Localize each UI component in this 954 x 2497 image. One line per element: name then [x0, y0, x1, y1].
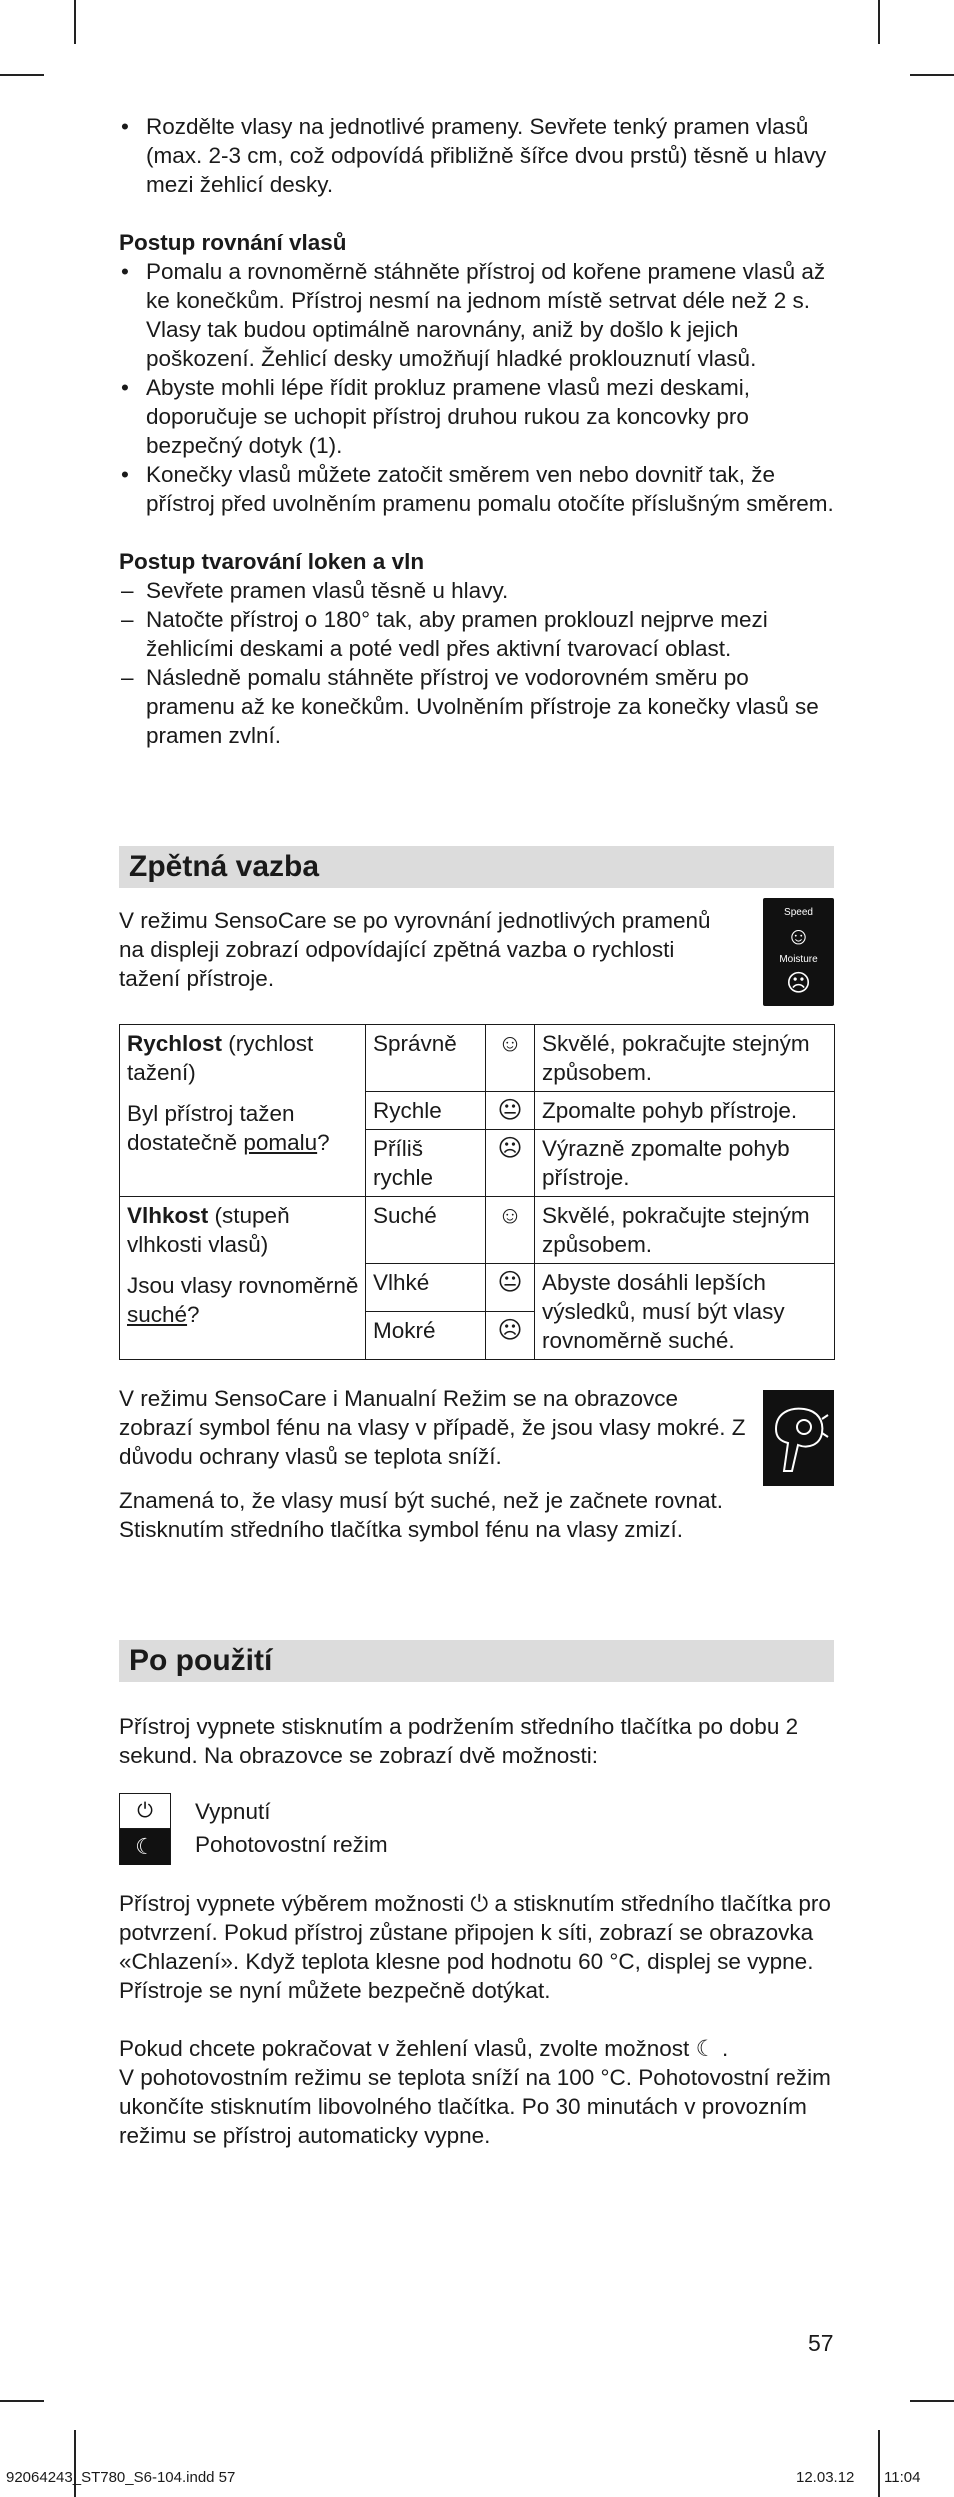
after-use-paragraph-4: V pohotovostním režimu se teplota sníží na 100 °C. Pohotovostní režim ukončíte stisknutím libovolného tlačítka. Po 30 minutách v provozním režimu se přístroj automaticky vypne. [119, 2065, 831, 2148]
state-cell: Správně [366, 1025, 486, 1092]
footer-time: 11:04 [884, 2469, 921, 2486]
dryer-note-text: V režimu SensoCare i Manualní Režim se na obrazovce zobrazí symbol fénu na vlasy v případě, že jsou vlasy mokré. Z důvodu ochrany vlasů se teplota sníží. [119, 1386, 746, 1469]
sad-face-icon: ☹ [486, 1130, 535, 1197]
speed-question-end: ? [317, 1130, 330, 1155]
after-use-paragraph-2 [119, 1889, 834, 2005]
crop-mark [0, 2400, 44, 2402]
feedback-heading: Zpětná vazba [119, 846, 834, 888]
crop-mark [910, 74, 954, 76]
text-span: . [715, 2036, 729, 2061]
advice-cell: Skvělé, pokračujte stejným způsobem. [535, 1197, 835, 1264]
page-content [119, 112, 834, 2150]
option-standby-label: Pohotovostní režim [195, 1832, 388, 1857]
list-item: – Následně pomalu stáhněte přístroj ve vodorovném směru po pramenu až ke konečkům. Uvolněním přístroje za konečky vlasů se pramen zvlní. [119, 663, 834, 750]
advice-cell: Výrazně zpomalte pohyb přístroje. [535, 1130, 835, 1197]
advice-cell: Abyste dosáhli lepších výsledků, musí být vlasy rovnoměrně suché. [535, 1264, 835, 1360]
straighten-list [119, 257, 834, 518]
state-cell: Rychle [366, 1092, 486, 1130]
list-item: • Pomalu a rovnoměrně stáhněte přístroj od kořene pramene vlasů až ke konečkům. Přístroj nesmí na jednom místě setrvat déle než 2 s. Vlasy tak budou optimálně narovnány, aniž by došlo k jejich poškození. Žehlicí desky umožňují hladké proklouznutí vlasů. [119, 257, 834, 373]
speed-label-rest: (rychlost tažení) [127, 1031, 314, 1085]
state-cell: Příliš rychle [366, 1130, 486, 1197]
power-icon: ⏻ [120, 1794, 170, 1829]
display-speed-label: Speed [784, 906, 813, 918]
crop-mark [74, 2430, 76, 2497]
moisture-label-bold: Vlhkost [127, 1203, 209, 1228]
crop-mark [0, 74, 44, 76]
crop-mark [74, 0, 76, 44]
moisture-question: Jsou vlasy rovnoměrně [127, 1273, 359, 1298]
moon-icon: ☾ [120, 1829, 170, 1865]
shutdown-options [119, 1793, 834, 1865]
feedback-intro-text: V režimu SensoCare se po vyrovnání jednotlivých pramenů na displeji zobrazí odpovídající zpětná vazba o rychlosti tažení přístroje. [119, 908, 711, 991]
moisture-label-cell [120, 1197, 366, 1360]
power-icon: ⏻ [470, 1891, 489, 1916]
page-number: 57 [808, 2330, 834, 2356]
dryer-note-row [119, 1384, 834, 1486]
smile-face-icon: ☺ [486, 1197, 535, 1264]
moisture-question-underlined: suché [127, 1302, 188, 1327]
crop-mark [910, 2400, 954, 2402]
hair-dryer-svg [768, 1399, 830, 1477]
straighten-title: Postup rovnání vlasů [119, 230, 347, 255]
list-item: • Konečky vlasů můžete zatočit směrem ven nebo dovnitř tak, že přístroj před uvolněním pramenu pomalu otočíte příslušným směrem. [119, 460, 834, 518]
speed-label-cell [120, 1025, 366, 1197]
crop-mark [878, 2430, 880, 2497]
table-row [120, 1025, 835, 1092]
feedback-table [119, 1024, 835, 1360]
curls-list [119, 576, 834, 750]
speed-label-bold: Rychlost [127, 1031, 223, 1056]
moon-icon: ☾ [695, 2036, 716, 2061]
list-item: • Abyste mohli lépe řídit prokluz pramene vlasů mezi deskami, doporučuje se uchopit přístroj druhou rukou za koncovky pro bezpečný dotyk (1). [119, 373, 834, 460]
state-cell: Suché [366, 1197, 486, 1264]
neutral-face-icon: 😐 [486, 1092, 535, 1130]
text-span: a stisknutím středního tlačítka pro potvrzení. Pokud přístroj zůstane připojen k síti, zobrazí se obrazovka «Chlazení». Když teplota klesne pod hodnotu 60 °C, displej se vypne. Přístroje se nyní můžete bezpečně dotýkat. [119, 1891, 831, 2003]
advice-cell: Skvělé, pokračujte stejným způsobem. [535, 1025, 835, 1092]
curls-title: Postup tvarování loken a vln [119, 549, 425, 574]
dryer-note-text-2: Znamená to, že vlasy musí být suché, než je začnete rovnat. Stisknutím středního tlačítka symbol fénu na vlasy zmizí. [119, 1488, 724, 1542]
moisture-question-end: ? [187, 1302, 200, 1327]
after-use-heading: Po použití [119, 1640, 834, 1682]
smile-face-icon: ☺ [786, 922, 811, 950]
state-cell: Mokré [366, 1312, 486, 1360]
crop-mark [878, 0, 880, 44]
hair-dryer-icon [763, 1390, 834, 1486]
feedback-display-icon [763, 898, 834, 1006]
text-span: Přístroj vypnete výběrem možnosti [119, 1891, 471, 1916]
sad-face-icon: ☹ [785, 970, 812, 998]
feedback-intro [119, 906, 834, 1006]
smile-face-icon: ☺ [486, 1025, 535, 1092]
neutral-face-icon: 😐 [486, 1264, 535, 1312]
list-item: – Sevřete pramen vlasů těsně u hlavy. [119, 576, 834, 605]
option-off-label: Vypnutí [195, 1799, 271, 1824]
text-span: Pokud chcete pokračovat v žehlení vlasů, zvolte možnost [119, 2036, 696, 2061]
table-row [120, 1197, 835, 1264]
footer-date: 12.03.12 [796, 2469, 855, 2486]
options-labels [195, 1793, 388, 1865]
footer-file: 92064243_ST780_S6-104.indd 57 [6, 2469, 236, 2486]
after-use-paragraph-1: Přístroj vypnete stisknutím a podržením středního tlačítka po dobu 2 sekund. Na obrazovce se zobrazí dvě možnosti: [119, 1714, 799, 1768]
after-use-paragraph-3 [119, 2034, 834, 2063]
options-display [119, 1793, 171, 1865]
list-item: – Natočte přístroj o 180° tak, aby pramen proklouzl nejprve mezi žehlicími deskami a poté vedl přes aktivní tvarovací oblast. [119, 605, 834, 663]
speed-question: Byl přístroj tažen dostatečně [127, 1101, 295, 1155]
list-item: • Rozdělte vlasy na jednotlivé prameny. Sevřete tenký pramen vlasů (max. 2-3 cm, což odpovídá přibližně šířce dvou prstů) těsně u hlavy mezi žehlicí desky. [119, 112, 834, 199]
speed-question-underlined: pomalu [243, 1130, 318, 1155]
moisture-label-rest: (stupeň vlhkosti vlasů) [127, 1203, 290, 1257]
advice-cell: Zpomalte pohyb přístroje. [535, 1092, 835, 1130]
sad-face-icon: ☹ [486, 1312, 535, 1360]
display-moisture-label: Moisture [779, 954, 818, 966]
intro-list [119, 112, 834, 199]
state-cell: Vlhké [366, 1264, 486, 1312]
